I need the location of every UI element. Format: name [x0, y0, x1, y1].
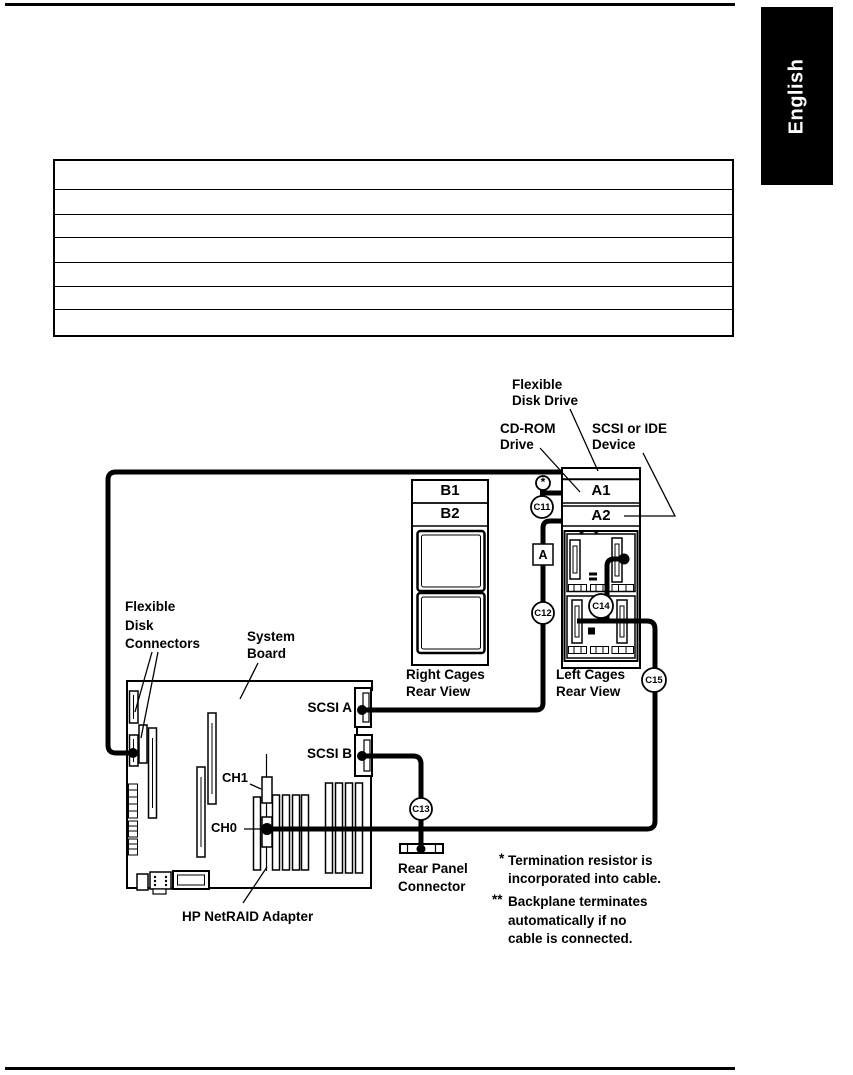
label-line: Flexible [512, 377, 563, 392]
label-line: Board [247, 646, 287, 661]
upper-bay-glyph [589, 573, 597, 576]
footnote1-marker: * [499, 851, 505, 866]
ch1-connector [262, 777, 272, 803]
c13-label: C13 [412, 804, 430, 815]
footnote2-marker: ** [492, 892, 503, 907]
double-star-marker: * * [579, 527, 602, 542]
footnote-line: automatically if no [508, 912, 627, 928]
label-line: Rear View [556, 683, 621, 699]
footnote-line: Termination resistor is [508, 853, 653, 868]
label-line: Rear Panel [398, 861, 468, 876]
label-line: Device [592, 436, 636, 452]
lower-bay-glyph [588, 628, 595, 635]
footnote-line: cable is connected. [508, 931, 633, 946]
label-right-cages [406, 667, 485, 700]
c11-label: C11 [533, 502, 551, 513]
bay-a1-label: A1 [591, 482, 611, 499]
rear-io-connectors [137, 871, 209, 894]
label-system-board [247, 628, 295, 662]
label-line: SCSI or IDE [592, 421, 668, 436]
label-line: Drive [500, 436, 534, 452]
label-hp-netraid-adapter: HP NetRAID Adapter [182, 909, 314, 924]
label-line: CD-ROM [500, 421, 556, 436]
footnote-line: incorporated into cable. [508, 871, 662, 886]
language-tab-label: English [785, 58, 808, 134]
label-line: Flexible [125, 599, 176, 614]
footnote1-text [508, 852, 661, 888]
c12-label: C12 [534, 608, 552, 619]
c14-label: C14 [592, 601, 610, 612]
bay-b2-label: B2 [440, 505, 460, 522]
label-ch0: CH0 [211, 820, 238, 835]
footnote2-text [508, 893, 648, 949]
label-rear-panel-connector [398, 860, 468, 895]
label-line: Disk [125, 617, 154, 633]
bay-a2-label: A2 [591, 507, 611, 524]
label-line: Right Cages [406, 667, 485, 682]
label-cdrom-drive [500, 421, 556, 452]
label-ch1: CH1 [222, 770, 249, 785]
label-flexible-disk-connectors [125, 598, 200, 654]
c15-label: C15 [645, 675, 663, 686]
label-line: Connectors [125, 636, 201, 651]
label-scsi-or-ide-device [592, 421, 667, 452]
label-flexible-disk-drive [512, 377, 578, 408]
label-line: Left Cages [556, 667, 626, 682]
label-left-cages [556, 667, 625, 700]
bay-b1-label: B1 [440, 482, 460, 499]
label-scsi-a: SCSI A [307, 700, 352, 715]
a-box-label: A [538, 548, 548, 562]
star-callout-label: * [540, 475, 546, 489]
footnote-line: Backplane terminates [508, 894, 648, 909]
label-line: Connector [398, 878, 466, 894]
label-line: Disk Drive [512, 392, 579, 408]
label-scsi-b: SCSI B [306, 746, 352, 761]
label-line: Rear View [406, 683, 471, 699]
label-line: System [247, 629, 296, 644]
